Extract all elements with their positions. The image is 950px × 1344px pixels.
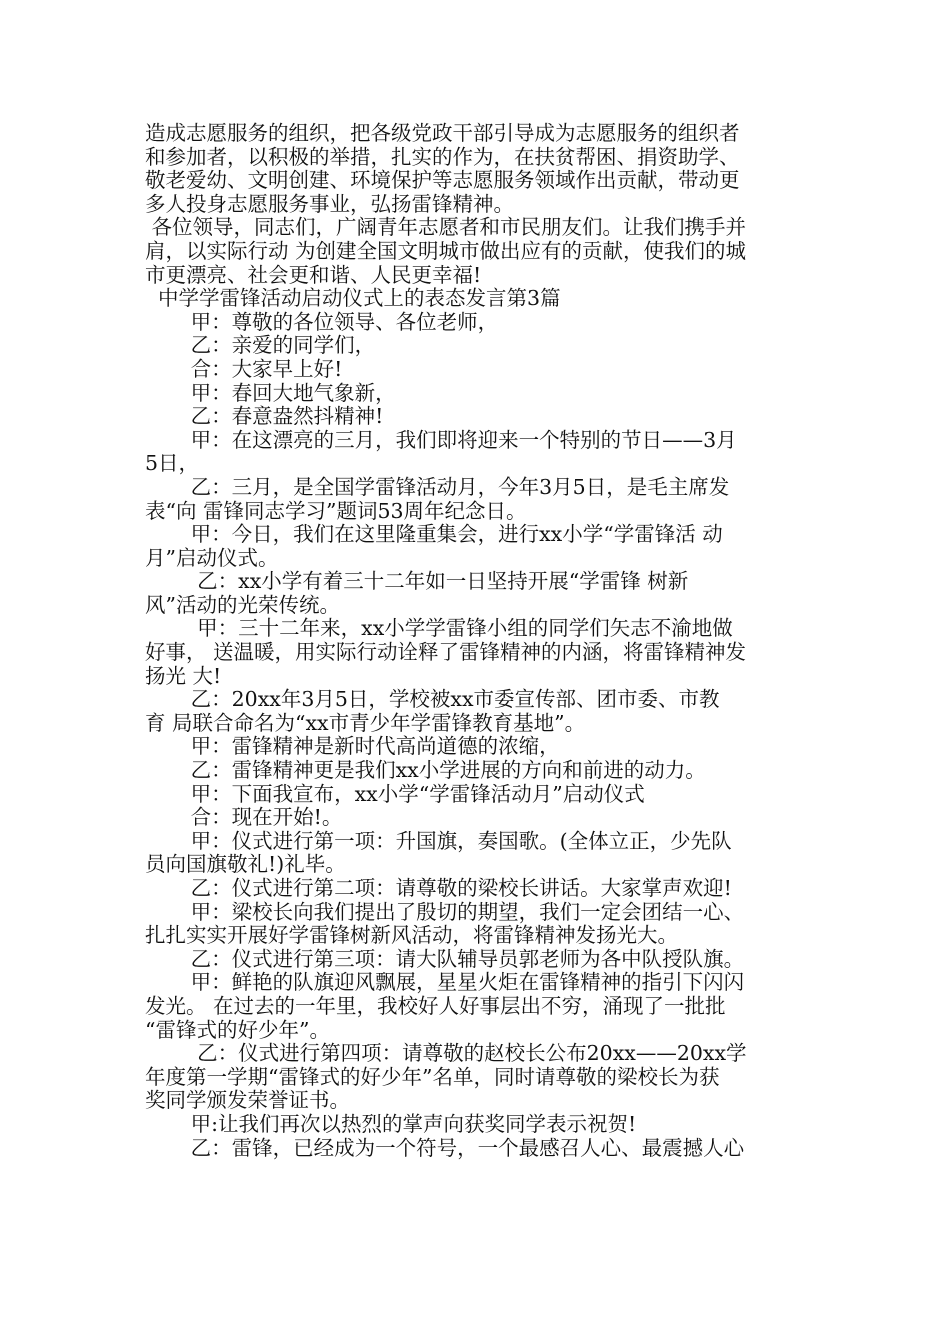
text-line: 甲：三十二年来，xx小学学雷锋小组的同学们矢志不渝地做 [145,616,733,641]
text-line: 育 局联合命名为“xx市青少年学雷锋教育基地”。 [145,710,586,735]
text-line: 乙：xx小学有着三十二年如一日坚持开展“学雷锋 树新 [145,569,689,594]
text-line: 甲：春回大地气象新， [145,380,396,405]
section-heading: 中学学雷锋活动启动仪式上的表态发言第3篇 [145,286,561,311]
document-body [145,122,810,1160]
text-line: 甲：在这漂亮的三月，我们即将迎来一个特别的节日——3月 [145,427,737,452]
text-line: 乙：仪式进行第二项：请尊敬的梁校长讲话。大家掌声欢迎! [145,876,732,900]
text-line: 发光。 在过去的一年里，我校好人好事层出不穷，涌现了一批批 [145,993,726,1018]
text-line: 合：大家早上好! [145,356,343,381]
text-line: 风”活动的光荣传统。 [145,592,340,617]
text-line: 甲：梁校长向我们提出了殷切的期望，我们一定会团结一心、 [145,899,745,924]
text-line: 各位领导，同志们，广阔青年志愿者和市民朋友们。让我们携手并 [145,215,747,240]
text-line: 甲：下面我宣布，xx小学“学雷锋活动月”启动仪式 [145,781,645,806]
text-line: 乙：三月，是全国学雷锋活动月，今年3月5日，是毛主席发 [145,474,730,499]
text-line: 乙：雷锋，已经成为一个符号，一个最感召人心、最震撼人心 [145,1135,745,1160]
text-line: 奖同学颁发荣誉证书。 [145,1088,350,1113]
text-line: 市更漂亮、社会更和谐、人民更幸福! [145,262,482,287]
text-line: 员向国旗敬礼!)礼毕。 [145,852,346,877]
text-line: 5日， [145,451,200,476]
text-line: 甲:让我们再次以热烈的掌声向获奖同学表示祝贺! [145,1111,637,1136]
text-line: 乙：仪式进行第三项：请大队辅导员郭老师为各中队授队旗。 [145,946,745,971]
text-line: 造成志愿服务的组织，把各级党政干部引导成为志愿服务的组织者 [145,121,740,145]
text-line: 合：现在开始!。 [145,805,343,830]
text-line: 甲：雷锋精神是新时代高尚道德的浓缩， [145,734,560,759]
text-line: 甲：仪式进行第一项：升国旗，奏国歌。(全体立正，少先队 [145,828,732,853]
text-line: 乙：20xx年3月5日，学校被xx市委宣传部、团市委、市教 [145,687,720,712]
text-line: 和参加者，以积极的举措，扎实的作为，在扶贫帮困、捐资助学、 [145,144,740,169]
text-line: 扎扎实实开展好学雷锋树新风活动，将雷锋精神发扬光大。 [145,923,678,948]
text-line: 乙：雷锋精神更是我们xx小学进展的方向和前进的动力。 [145,758,706,783]
text-line: 好事， 送温暖，用实际行动诠释了雷锋精神的内涵，将雷锋精神发 [145,640,747,665]
text-line: 乙：春意盎然抖精神! [145,404,384,429]
text-line: 扬光 大! [145,663,222,688]
text-line: 多人投身志愿服务事业，弘扬雷锋精神。 [145,191,514,216]
text-line: 甲：今日，我们在这里隆重集会，进行xx小学“学雷锋活 动 [145,522,723,547]
text-line: 甲：尊敬的各位领导、各位老师， [145,309,499,334]
text-line: “雷锋式的好少年”。 [145,1017,330,1042]
text-line: 肩，以实际行动 为创建全国文明城市做出应有的贡献，使我们的城 [145,238,747,263]
text-line: 月”启动仪式。 [145,545,279,570]
text-line: 乙：仪式进行第四项：请尊敬的赵校长公布20xx——20xx学 [145,1041,747,1066]
text-line: 年度第一学期“雷锋式的好少年”名单，同时请尊敬的梁校长为获 [145,1064,720,1089]
text-line: 乙：亲爱的同学们， [145,333,376,358]
text-line: 甲：鲜艳的队旗迎风飘展，星星火炬在雷锋精神的指引下闪闪 [145,970,745,995]
text-line: 表“向 雷锋同志学习”题词53周年纪念日。 [145,498,527,523]
text-line: 敬老爱幼、文明创建、环境保护等志愿服务领域作出贡献，带动更 [145,168,740,193]
